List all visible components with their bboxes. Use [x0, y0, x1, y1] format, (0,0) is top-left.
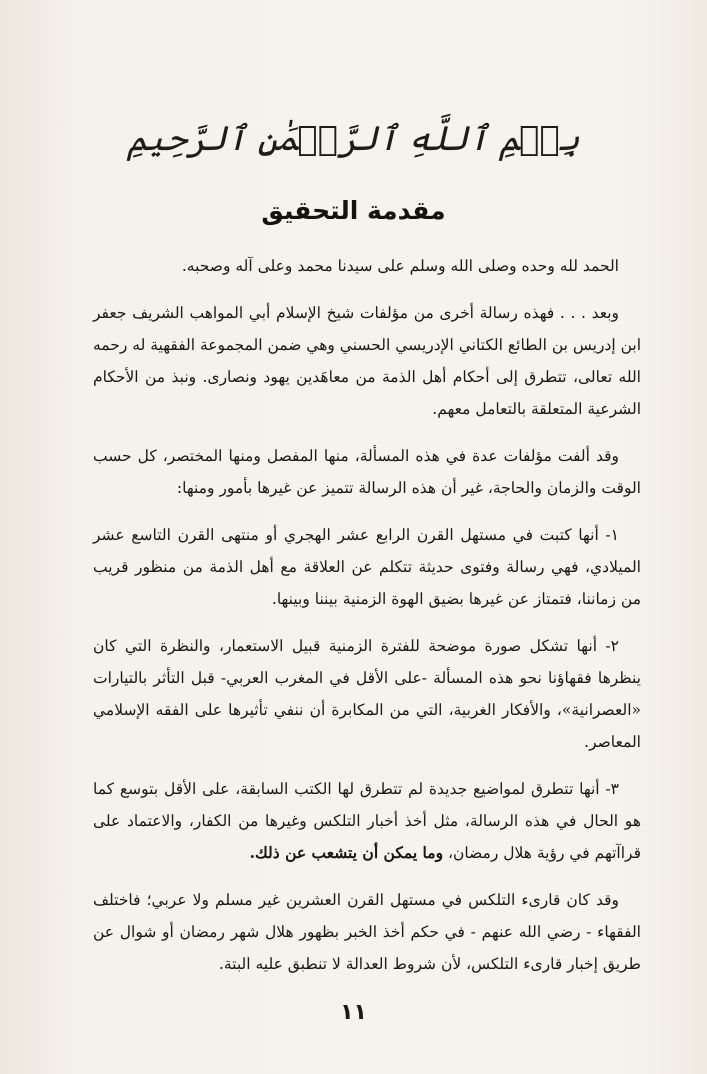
paragraph-point-3-bold: وما يمكن أن يتشعب عن ذلك.	[249, 843, 444, 862]
paragraph-works: وقد ألفت مؤلفات عدة في هذه المسألة، منها المفصل ومنها المختصر، كل حسب الوقت والزمان والحاجة، غير أن هذه الرسالة تتميز عن غيرها بأمور ومنها:	[93, 447, 641, 497]
paragraph-point-3-text: ٣- أنها تتطرق لمواضيع جديدة لم تتطرق لها الكتب السابقة، على الأقل بتوسع كما هو الحال في هذه الرسالة، مثل أخذ أخبار التلكس وغيرها من الكفار، والاعتماد على قراآتهم في رؤية هلال رمضان،	[93, 780, 641, 862]
page-number: ١١	[340, 1000, 367, 1025]
paragraph-intro: وبعد . . . فهذه رسالة أخرى من مؤلفات شيخ الإسلام أبي المواهب الشريف جعفر ابن إدريس بن الطائع الكتاني الإدريسي الحسني وهي ضمن المجموعة الفقهية له رحمه الله تعالى، تتطرق إلى أحكام أهل الذمة من معاهَدين يهود ونصارى. ونبذ من الأحكام الشرعية المتعلقة بالتعامل معهم.	[93, 304, 641, 418]
paragraph-opening: الحمد لله وحده وصلى الله وسلم على سيدنا محمد وعلى آله وصحبه.	[181, 257, 619, 275]
paragraph-telex: وقد كان قارىء التلكس في مستهل القرن العشرين غير مسلم ولا عربي؛ فاختلف الفقهاء - رضي الله عنهم - في حكم أخذ الخبر بظهور هلال شهر رمضان أو شوال عن طريق إخبار قارىء التلكس، لأن شروط العدالة لا تنطبق عليه البتة.	[93, 891, 641, 973]
paragraph-point-1: ١- أنها كتبت في مستهل القرن الرابع عشر الهجري أو منتهى القرن التاسع عشر الميلادي، فهي رسالة وفتوى حديثة تتكلم عن العلاقة مع أهل الذمة من منظور قريب من زماننا، فتمتاز عن غيرها بضيق الهوة الزمنية بيننا وبينها.	[93, 526, 641, 608]
basmala-calligraphy: بِسۡمِ ٱللَّهِ ٱلرَّحۡمَٰنِ ٱلرَّحِيمِ	[127, 119, 580, 159]
page-body	[93, 250, 641, 995]
paragraph-point-3	[93, 773, 641, 869]
paragraph-point-2: ٢- أنها تشكل صورة موضحة للفترة الزمنية قبيل الاستعمار، والنظرة التي كان ينظرها فقهاؤنا نحو هذه المسألة -على الأقل في المغرب العربي- قبل التأثر بالتيارات «العصرانية»، والأفكار الغربية، التي من المكابرة أن ننفي تأثيرها على الفقه الإسلامي المعاصر.	[93, 637, 641, 751]
page-title: مقدمة التحقيق	[261, 196, 446, 225]
